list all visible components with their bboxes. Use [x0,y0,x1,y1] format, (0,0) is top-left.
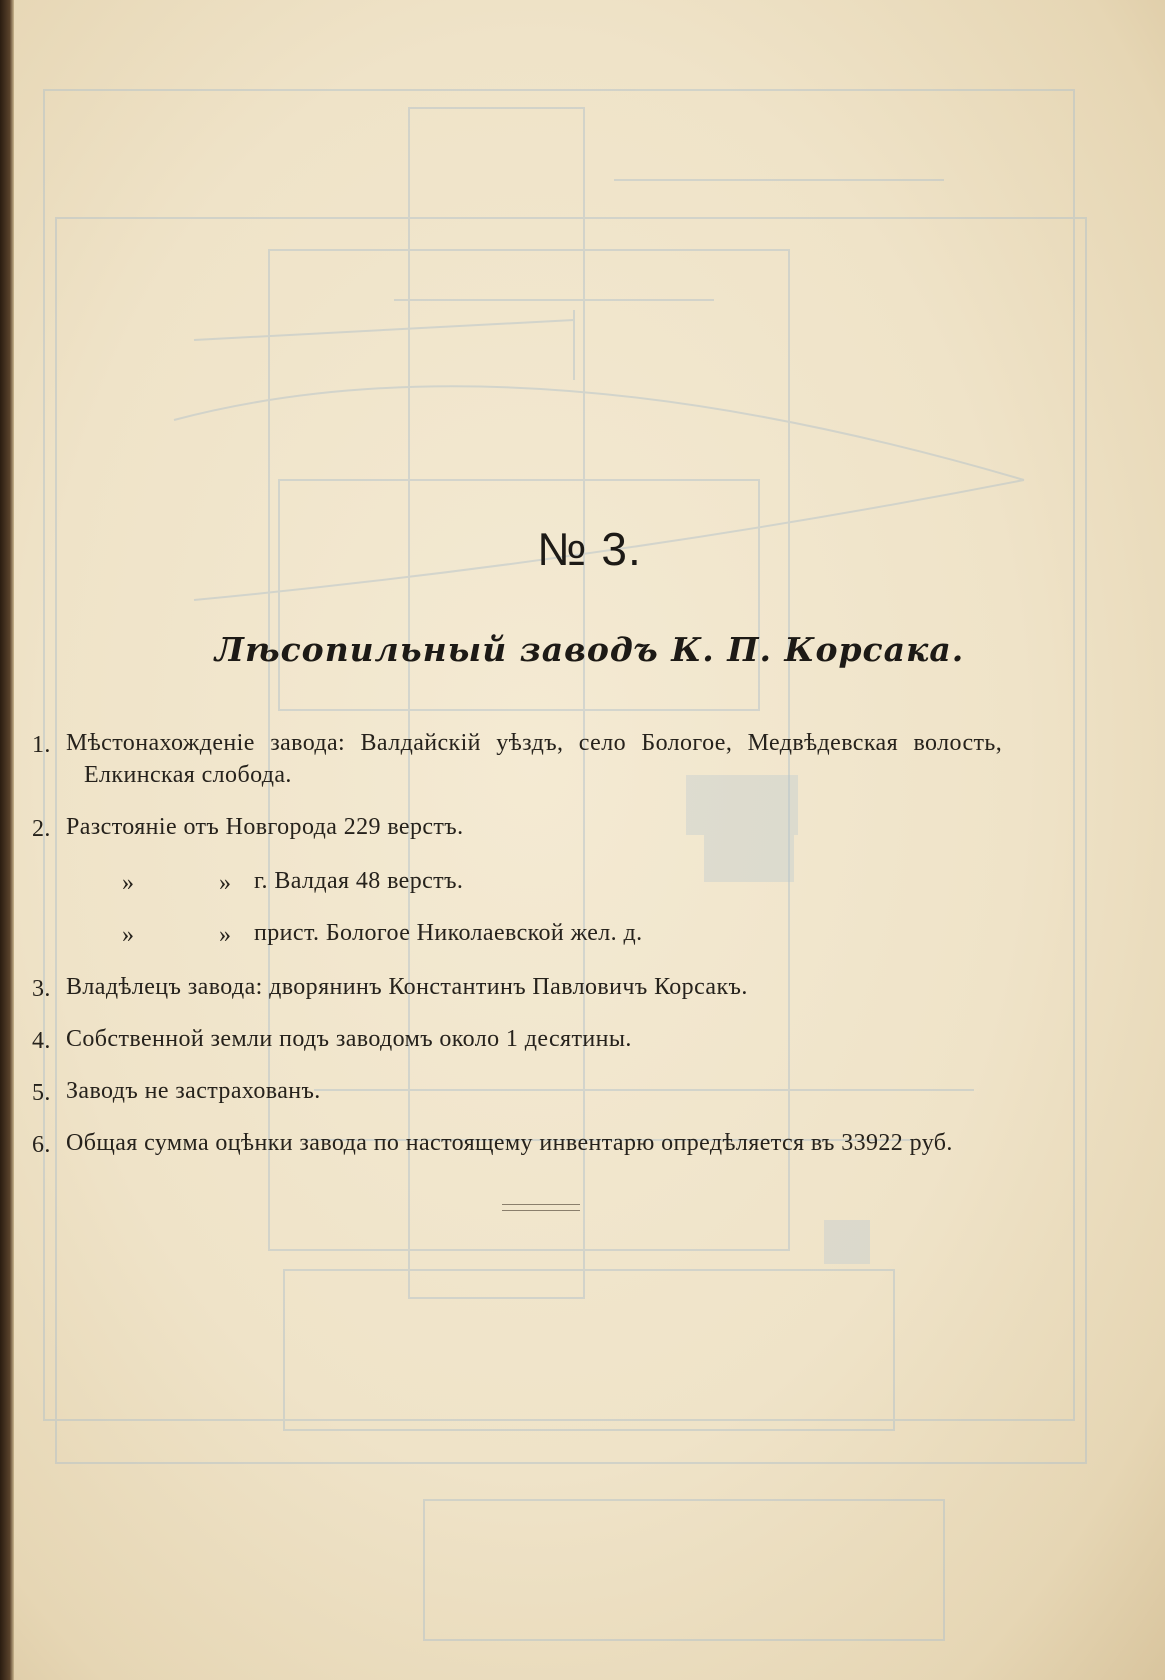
item-number: 4. [32,1028,51,1054]
ditto-mark: » [219,922,232,948]
item-text-location: Мѣстонахожденіе завода: Валдайскій уѣздъ, село Бологое, Медвѣдевская волость, [66,730,1003,756]
document-number: № 3. [537,523,642,575]
item-text-location-cont: Елкинская слобода. [84,762,292,788]
ditto-mark: » [122,870,135,896]
item-text-distance-pier: прист. Бологое Николаевской жел. д. [254,920,643,946]
item-text-land: Собственной земли подъ заводомъ около 1 десятины. [66,1026,632,1052]
document-title: Лѣсопильный заводъ К. П. Корсака. [214,630,965,669]
ditto-mark: » [219,870,232,896]
ditto-mark: » [122,922,135,948]
page-binding-edge [0,0,14,1680]
item-number: 5. [32,1080,51,1106]
item-number: 2. [32,816,51,842]
item-text-distance: Разстояніе отъ Новгорода 229 верстъ. [66,814,464,840]
item-number: 1. [32,732,51,758]
item-number: 6. [32,1132,51,1158]
document-page [14,0,1165,1680]
item-text-owner: Владѣлецъ завода: дворянинъ Константинъ Павловичъ Корсакъ. [66,974,748,1000]
item-number: 3. [32,976,51,1002]
section-divider [502,1204,580,1211]
item-text-valuation: Общая сумма оцѣнки завода по настоящему инвентарю опредѣляется въ 33922 руб. [66,1130,953,1156]
item-text-insurance: Заводъ не застрахованъ. [66,1078,321,1104]
item-text-distance-valdai: г. Валдая 48 верстъ. [254,868,464,894]
